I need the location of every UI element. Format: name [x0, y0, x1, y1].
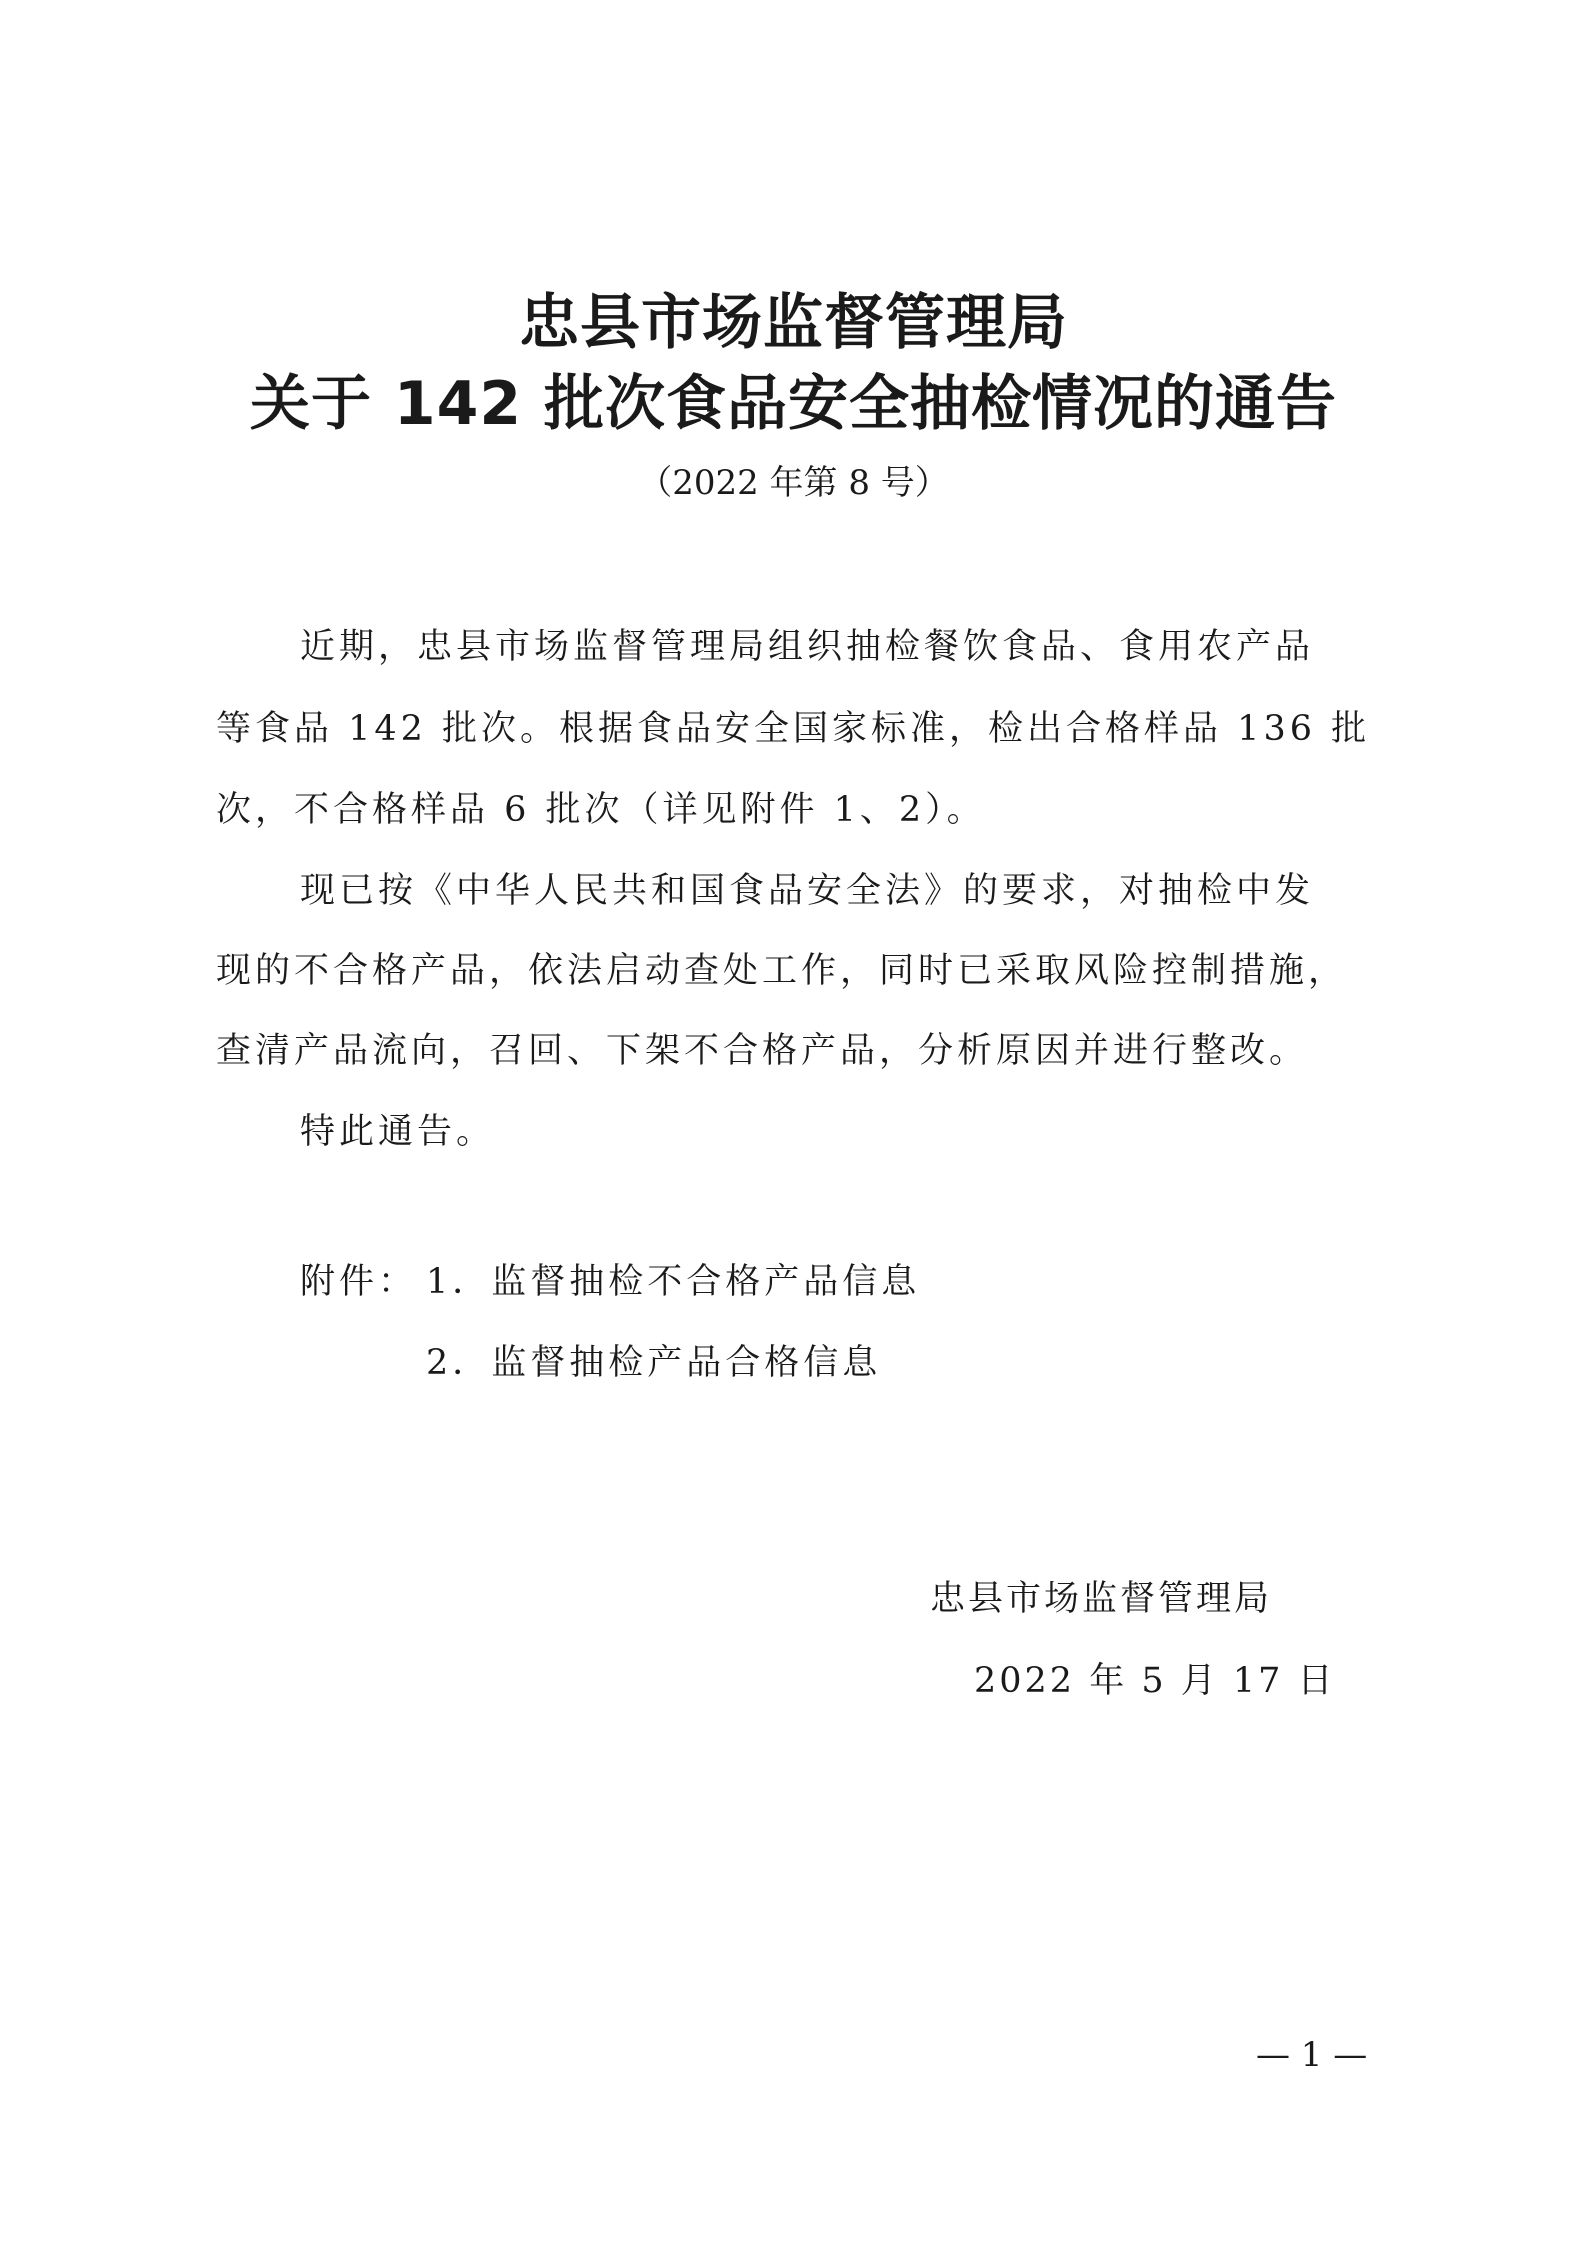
paragraph-2-line-3: 查清产品流向，召回、下架不合格产品，分析原因并进行整改。 [216, 1031, 1309, 1071]
document-number: （2022 年第 8 号） [638, 463, 949, 503]
closing-statement: 特此通告。 [300, 1112, 496, 1152]
paragraph-2-line-1: 现已按《中华人民共和国食品安全法》的要求，对抽检中发 [300, 871, 1315, 911]
page-number: — 1 — [1256, 2035, 1368, 2075]
paragraph-2-line-2: 现的不合格产品，依法启动查处工作，同时已采取风险控制措施， [216, 951, 1348, 991]
issue-date: 2022 年 5 月 17 日 [974, 1661, 1336, 1701]
paragraph-1-line-1: 近期，忠县市场监督管理局组织抽检餐饮食品、食用农产品 [300, 627, 1315, 667]
issuing-authority: 忠县市场监督管理局 [930, 1579, 1273, 1619]
attachment-item-1: 1．监督抽检不合格产品信息 [426, 1262, 921, 1302]
attachments-label: 附件： [300, 1262, 418, 1302]
document-title-line-2: 关于 142 批次食品安全抽检情况的通告 [249, 369, 1338, 439]
attachment-item-2: 2．监督抽检产品合格信息 [426, 1343, 882, 1383]
paragraph-1-line-3: 次，不合格样品 6 批次（详见附件 1、2）。 [216, 790, 986, 830]
document-title-line-1: 忠县市场监督管理局 [519, 288, 1068, 358]
paragraph-1-line-2: 等食品 142 批次。根据食品安全国家标准，检出合格样品 136 批 [216, 709, 1371, 749]
